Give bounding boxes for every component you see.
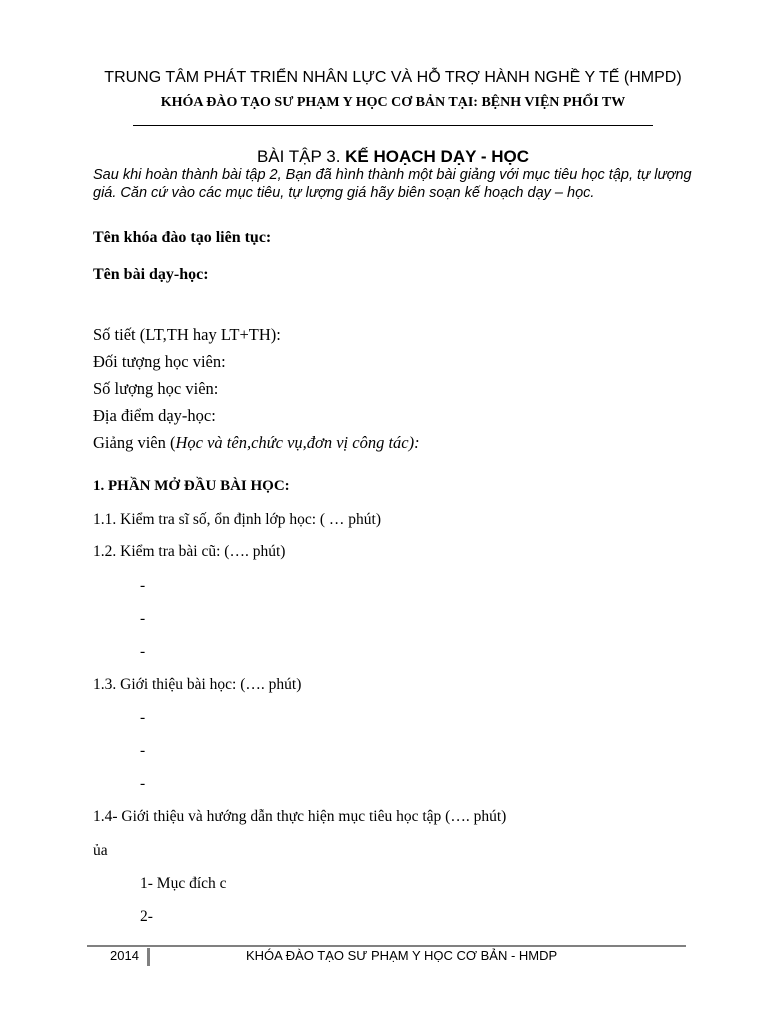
title-main: KẾ HOẠCH DẠY - HỌC [345, 147, 530, 166]
list-item-dash: - [140, 742, 146, 759]
list-item-dash: - [140, 775, 146, 792]
lesson-name-label: Tên bài dạy-học: [93, 266, 209, 283]
count-label: Số lượng học viên: [93, 379, 219, 398]
item-1-4: 1.4- Giới thiệu và hướng dẫn thực hiện mục tiêu học tập (…. phút) [93, 808, 507, 825]
page-title [0, 147, 768, 167]
header-org: TRUNG TÂM PHÁT TRIỂN NHÂN LỰC VÀ HỖ TRỢ HÀNH NGHỀ Y TẾ (HMPD) [104, 69, 682, 86]
periods-label: Số tiết (LT,TH hay LT+TH): [93, 325, 281, 344]
item-1-2: 1.2. Kiểm tra bài cũ: (…. phút) [93, 543, 286, 560]
section1-heading: 1. PHẦN MỞ ĐẦU BÀI HỌC: [93, 478, 290, 494]
list-item-dash: - [140, 610, 146, 627]
footer-divider [87, 945, 686, 947]
list-item-dash: - [140, 709, 146, 726]
lecturer-hint: Học và tên,chức vụ,đơn vị công tác): [175, 433, 420, 452]
item-1-3: 1.3. Giới thiệu bài học: (…. phút) [93, 676, 302, 693]
lecturer-label-text: Giảng viên ( [93, 433, 176, 452]
footer-separator [147, 948, 150, 966]
list-item-dash: - [140, 577, 146, 594]
course-name-label: Tên khóa đào tạo liên tục: [93, 229, 272, 246]
footer-year: 2014 [110, 948, 139, 963]
lecturer-label [93, 433, 420, 453]
location-label: Địa điểm dạy-học: [93, 406, 216, 425]
audience-label: Đối tượng học viên: [93, 352, 226, 371]
sub-item-2: 2- [140, 908, 153, 925]
text-fragment: ủa [93, 842, 108, 859]
intro-text: Sau khi hoàn thành bài tập 2, Bạn đã hình thành một bài giảng với mục tiêu học tập, tự lượng giá. Căn cứ vào các mục tiêu, tự lượng giá hãy biên soạn kế hoạch dạy – học. [93, 167, 692, 201]
item-1-1: 1.1. Kiểm tra sĩ số, ổn định lớp học: ( … phút) [93, 511, 382, 528]
title-prefix: BÀI TẬP 3. [256, 147, 346, 166]
header-divider [133, 125, 653, 126]
list-item-dash: - [140, 643, 146, 660]
sub-item-1: 1- Mục đích c [140, 875, 227, 892]
footer-course: KHÓA ĐÀO TẠO SƯ PHẠM Y HỌC CƠ BẢN - HMDP [246, 948, 558, 963]
header-course: KHÓA ĐÀO TẠO SƯ PHẠM Y HỌC CƠ BẢN TẠI: BỆNH VIỆN PHỔI TW [160, 95, 626, 110]
